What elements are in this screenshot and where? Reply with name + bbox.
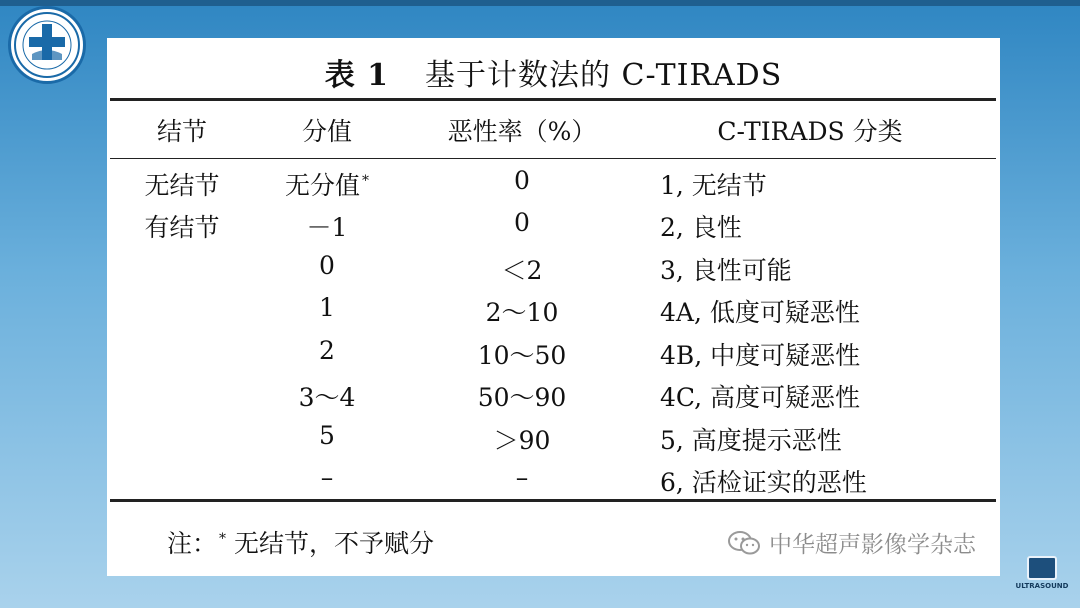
- cell-category: 2, 良性: [660, 213, 742, 242]
- cell-score: 5: [319, 421, 335, 450]
- cell-score: 0: [319, 251, 335, 280]
- cell-nodule: 无结节: [144, 171, 220, 200]
- cell-score: 1: [319, 293, 335, 322]
- table-title-text: 基于计数法的 C-TIRADS: [425, 58, 783, 93]
- cell-rate: 0: [514, 166, 530, 195]
- cell-rate: 10～50: [477, 341, 567, 370]
- top-border: [0, 0, 1080, 6]
- watermark-text: 中华超声影像学杂志: [769, 532, 976, 558]
- table-title: [107, 50, 1000, 94]
- cell-category: 5, 高度提示恶性: [660, 426, 842, 455]
- ultrasound-logo-text: ULTRASOUND: [1015, 582, 1069, 590]
- hospital-logo: [8, 6, 86, 84]
- cell-rate: –: [515, 463, 529, 492]
- cell-rate: 0: [514, 208, 530, 237]
- ultrasound-monitor-icon: [1027, 556, 1057, 580]
- cell-rate: 50～90: [477, 383, 567, 412]
- header-rule: [110, 158, 996, 159]
- table-footnote: 注： * 无结节，不予赋分: [167, 529, 434, 558]
- table-card: [107, 38, 1000, 576]
- wechat-icon: [727, 530, 761, 556]
- cell-score: 3～4: [298, 383, 356, 412]
- cell-category: 6, 活检证实的恶性: [660, 468, 867, 497]
- hospital-emblem-icon: [12, 10, 82, 80]
- table-number: 表 1: [324, 58, 390, 93]
- cell-category: 4C, 高度可疑恶性: [660, 383, 861, 412]
- bottom-rule: [110, 499, 996, 502]
- cell-score: –: [320, 463, 334, 492]
- cell-nodule: 有结节: [144, 213, 220, 242]
- header-nodule: 结节: [156, 117, 207, 146]
- cell-category: 4B, 中度可疑恶性: [660, 341, 861, 370]
- cell-rate: 2～10: [485, 298, 559, 327]
- cell-category: 1, 无结节: [660, 171, 767, 200]
- header-score: 分值: [301, 117, 352, 146]
- header-category: C-TIRADS 分类: [717, 117, 903, 146]
- ultrasound-logo: [1014, 556, 1070, 602]
- header-malignancy-rate: 恶性率（%）: [447, 117, 597, 146]
- cell-score: －1: [306, 213, 348, 242]
- cell-rate: ＜2: [501, 256, 543, 285]
- cell-rate: ＞90: [493, 426, 551, 455]
- cell-category: 3, 良性可能: [660, 256, 792, 285]
- cell-score: 2: [319, 336, 335, 365]
- cell-score: 无分值 *: [284, 171, 369, 200]
- footnote-mark: *: [362, 172, 369, 189]
- top-rule: [110, 98, 996, 101]
- cell-category: 4A, 低度可疑恶性: [660, 298, 860, 327]
- journal-watermark: [727, 526, 976, 559]
